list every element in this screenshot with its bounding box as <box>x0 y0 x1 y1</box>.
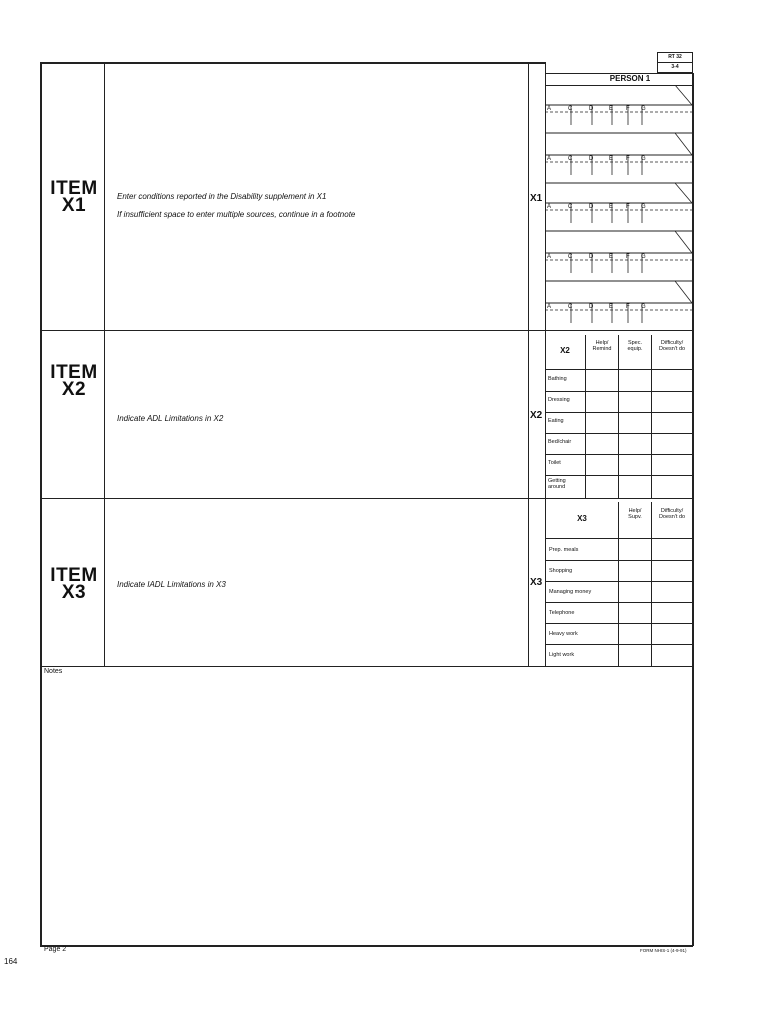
x1-col-letter-g-5: G <box>641 304 646 310</box>
divider-x3-notes <box>40 666 693 667</box>
x3-table-title: X3 <box>577 514 587 523</box>
x3-header-line <box>545 538 692 539</box>
x3-row-divider <box>545 644 692 645</box>
item-x2-word: ITEM <box>50 362 98 383</box>
x3-row-label: Heavy work <box>549 631 578 637</box>
x1-col-letter-e-4: E <box>609 254 614 260</box>
x1-col-letter-c-1: C <box>568 106 573 112</box>
x1-col-letter-a-2: A <box>547 156 552 162</box>
item-x1-word: ITEM <box>50 178 98 199</box>
x3-label: X3 <box>530 577 543 588</box>
x2-row-label: Toilet <box>548 460 561 466</box>
x2-row-label: Bed/chair <box>548 439 572 445</box>
x2-header-line <box>545 369 692 370</box>
frame-bottom-border <box>40 945 693 947</box>
x1-col-letter-g-3: G <box>641 204 646 210</box>
x1-col-letter-g-4: G <box>641 254 646 260</box>
x2-row-label: Eating <box>548 418 564 424</box>
x2-header-difficulty: Difficulty/ Doesn't do <box>658 340 686 352</box>
x2-row-divider <box>545 433 692 434</box>
x3-row-label: Telephone <box>549 610 575 616</box>
x2-label: X2 <box>530 410 543 421</box>
x1-col-letter-d-2: D <box>589 156 594 162</box>
item-x2-instruction: Indicate ADL Limitations in X2 <box>117 414 224 423</box>
notes-area[interactable] <box>42 678 691 944</box>
x2-col-2 <box>618 335 619 498</box>
x3-table-left <box>545 498 546 666</box>
x1-col-letter-g-1: G <box>641 106 646 112</box>
form-subcode-tag: 3-4 <box>657 62 693 73</box>
x2-row-divider <box>545 454 692 455</box>
x1-col-letter-e-3: E <box>609 204 614 210</box>
x2-row-label: Dressing <box>548 397 570 403</box>
item-x3-code: X3 <box>61 582 87 603</box>
x2-col-1 <box>585 335 586 498</box>
x3-row-label: Managing money <box>549 589 592 595</box>
label-column-left <box>528 62 529 666</box>
x1-col-letter-f-1: F <box>626 106 630 112</box>
x2-header-spec-equip: Spec. equip. <box>627 340 643 352</box>
x3-row-label: Light work <box>549 652 575 658</box>
x1-col-letter-f-3: F <box>626 204 630 210</box>
x1-col-letter-f-2: F <box>626 156 630 162</box>
x1-col-letter-a-4: A <box>547 254 552 260</box>
x1-col-letter-a-3: A <box>547 204 552 210</box>
x1-col-letter-f-5: F <box>626 304 630 310</box>
x2-table-left <box>545 330 546 498</box>
item-x1-instruction-1: Enter conditions reported in the Disability supplement in X1 <box>117 192 327 201</box>
x3-col-2 <box>651 502 652 666</box>
x1-col-letter-a-5: A <box>547 304 552 310</box>
x3-row-divider <box>545 602 692 603</box>
x2-col-3 <box>651 335 652 498</box>
frame-top-left <box>40 62 545 64</box>
x1-col-letter-a-1: A <box>547 106 552 112</box>
item-column-divider <box>104 62 105 666</box>
item-x3-title <box>44 567 104 601</box>
x1-col-letter-g-2: G <box>641 156 646 162</box>
x3-col-1 <box>618 502 619 666</box>
x1-col-letter-d-5: D <box>589 304 594 310</box>
notes-label: Notes <box>44 668 63 675</box>
x1-col-letter-d-3: D <box>589 204 594 210</box>
x1-col-letter-c-2: C <box>568 156 573 162</box>
x1-label: X1 <box>530 193 543 204</box>
x3-row-label: Shopping <box>549 568 573 574</box>
page-label: Page 2 <box>44 946 67 953</box>
form-code-tag: RT 32 <box>657 52 693 63</box>
item-x1-title <box>44 180 104 214</box>
x2-row-label: Getting around <box>548 478 566 490</box>
person-1-header: PERSON 1 <box>609 74 651 83</box>
x1-col-letter-d-4: D <box>589 254 594 260</box>
x2-row-label: Bathing <box>548 376 567 382</box>
item-x3-word: ITEM <box>50 565 98 586</box>
page-number: 164 <box>4 957 18 966</box>
x1-block-5[interactable] <box>545 281 692 323</box>
x3-row-divider <box>545 581 692 582</box>
x3-row-divider <box>545 623 692 624</box>
x2-header-help-remind: Help/ Remind <box>592 340 612 352</box>
x3-header-difficulty: Difficulty/ Doesn't do <box>658 508 686 520</box>
x1-col-letter-c-4: C <box>568 254 573 260</box>
x3-row-label: Prep. meals <box>549 547 579 553</box>
item-x2-code: X2 <box>61 379 87 400</box>
item-x2-title <box>44 364 104 398</box>
item-x1-instruction-2: If insufficient space to enter multiple sources, continue in a footnote <box>117 210 356 219</box>
item-x1-code: X1 <box>61 195 87 216</box>
x2-table-title: X2 <box>560 346 570 355</box>
x1-col-letter-c-3: C <box>568 204 573 210</box>
x1-col-letter-f-4: F <box>626 254 630 260</box>
x3-header-help-supv: Help/ Supv. <box>628 508 642 520</box>
x2-row-divider <box>545 412 692 413</box>
x1-col-letter-e-2: E <box>609 156 614 162</box>
x2-row-divider <box>545 391 692 392</box>
divider-x2-x3 <box>40 498 693 499</box>
form-number: FORM NHIS-1 (4-9-91) <box>640 948 687 953</box>
x1-col-letter-e-5: E <box>609 304 614 310</box>
x1-col-letter-d-1: D <box>589 106 594 112</box>
x1-col-letter-c-5: C <box>568 304 573 310</box>
x1-col-letter-e-1: E <box>609 106 614 112</box>
item-x3-instruction: Indicate IADL Limitations in X3 <box>117 580 226 589</box>
x3-row-divider <box>545 560 692 561</box>
x2-row-divider <box>545 475 692 476</box>
